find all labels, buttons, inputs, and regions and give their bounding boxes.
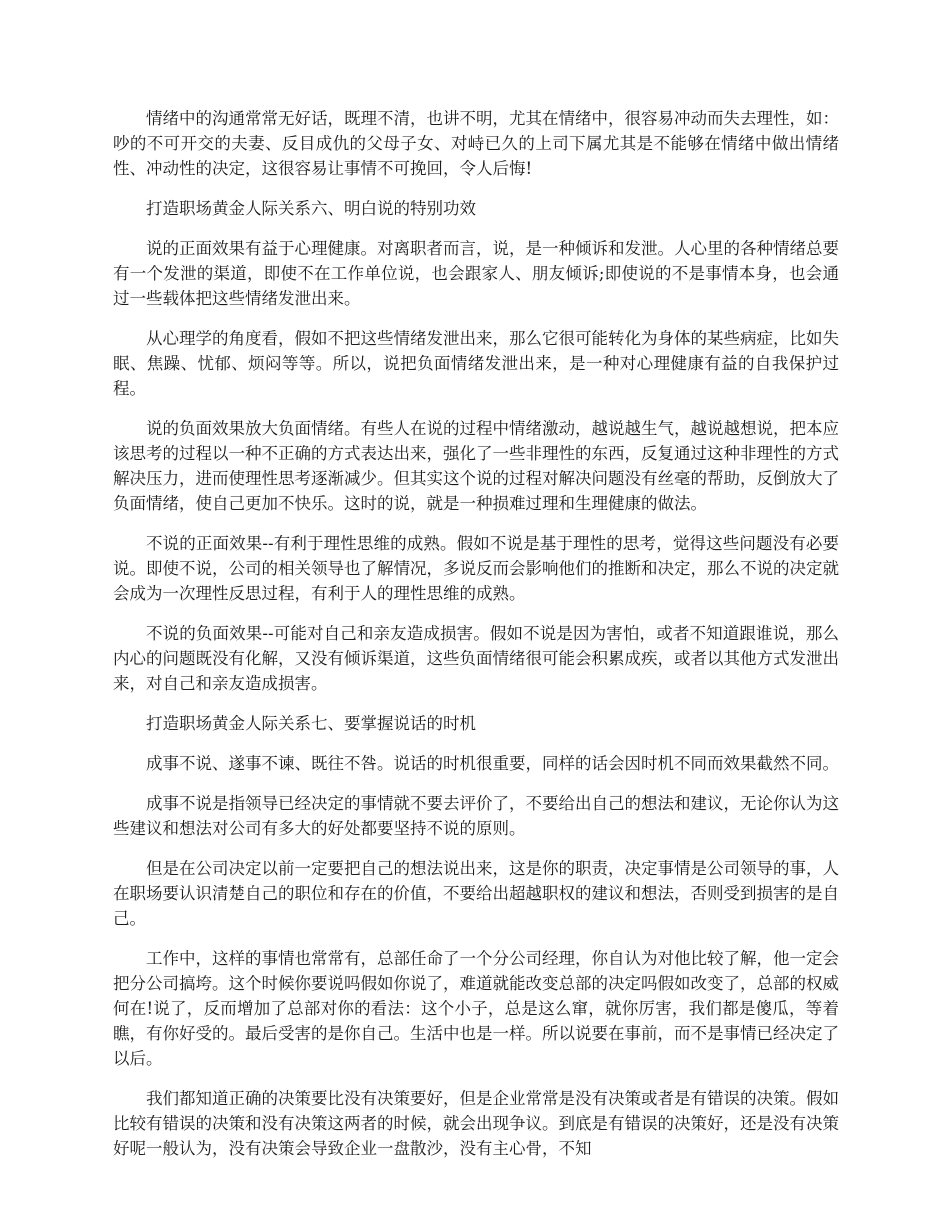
section-heading-six: 打造职场黄金人际关系六、明白说的特别功效 [146,199,476,218]
paragraph-work-example: 工作中，这样的事情也常常有，总部任命了一个分公司经理，你自认为对他比较了解，他一定会把分公司搞垮。这个时候你要说吗假如你说了，难道就能改变总部的决定吗假如改变了，总部的权威何在!说了，反而增加了总部对你的看法：这个小子，总是这么窜，就你厉害，我们都是傻瓜，等着瞧，有你好受的。最后受害的是你自己。生活中也是一样。所以说要在事前，而不是事情已经决定了以后。 [113,949,839,1068]
document-body [113,106,839,1176]
section-heading-seven: 打造职场黄金人际关系七、要掌握说话的时机 [146,714,476,733]
paragraph-speaking-negative: 说的负面效果放大负面情绪。有些人在说的过程中情绪激动，越说越生气，越说越想说，把本应该思考的过程以一种不正确的方式表达出来，强化了一些非理性的东西，反复通过这种非理性的方式解决压力，进而使理性思考逐渐减少。但其实这个说的过程对解决问题没有丝毫的帮助，反倒放大了负面情绪，使自己更加不快乐。这时的说，就是一种损难过理和生理健康的做法。 [113,419,839,513]
paragraph-emotional-communication: 情绪中的沟通常常无好话，既理不清，也讲不明，尤其在情绪中，很容易冲动而失去理性，如：吵的不可开交的夫妻、反目成仇的父母子女、对峙已久的上司下属尤其是不能够在情绪中做出情绪性、冲动性的决定，这很容易让事情不可挽回，令人后悔! [113,109,839,178]
paragraph-silence-positive: 不说的正面效果--有利于理性思维的成熟。假如不说是基于理性的思考，觉得这些问题没有必要说。即使不说，公司的相关领导也了解情况，多说反而会影响他们的推断和决定，那么不说的决定就会成为一次理性反思过程，有利于人的理性思维的成熟。 [113,534,839,603]
paragraph-decided-matters: 成事不说是指领导已经决定的事情就不要去评价了，不要给出自己的想法和建议，无论你认为这些建议和想法对公司有多大的好处都要坚持不说的原则。 [113,794,839,838]
paragraph-before-decision: 但是在公司决定以前一定要把自己的想法说出来，这是你的职责，决定事情是公司领导的事，人在职场要认识清楚自己的职位和存在的价值，不要给出超越职权的建议和想法，否则受到损害的是自己。 [113,859,839,928]
paragraph-psychology: 从心理学的角度看，假如不把这些情绪发泄出来，那么它很可能转化为身体的某些病症，比如失眠、焦躁、忧郁、烦闷等等。所以，说把负面情绪发泄出来，是一种对心理健康有益的自我保护过程。 [113,329,839,398]
paragraph-speaking-positive: 说的正面效果有益于心理健康。对离职者而言，说，是一种倾诉和发泄。人心里的各种情绪总要有一个发泄的渠道，即使不在工作单位说，也会跟家人、朋友倾诉;即使说的不是事情本身，也会通过一些载体把这些情绪发泄出来。 [113,239,839,308]
paragraph-silence-negative: 不说的负面效果--可能对自己和亲友造成损害。假如不说是因为害怕，或者不知道跟谁说，那么内心的问题既没有化解，又没有倾诉渠道，这些负面情绪很可能会积累成疾，或者以其他方式发泄出来，对自己和亲友造成损害。 [113,624,839,693]
paragraph-timing: 成事不说、遂事不谏、既往不咎。说话的时机很重要，同样的话会因时机不同而效果截然不同。 [146,754,839,773]
paragraph-decision-making: 我们都知道正确的决策要比没有决策要好，但是企业常常是没有决策或者是有错误的决策。假如比较有错误的决策和没有决策这两者的时候，就会出现争议。到底是有错误的决策好，还是没有决策好呢一般认为，没有决策会导致企业一盘散沙，没有主心骨，不知 [113,1089,839,1158]
